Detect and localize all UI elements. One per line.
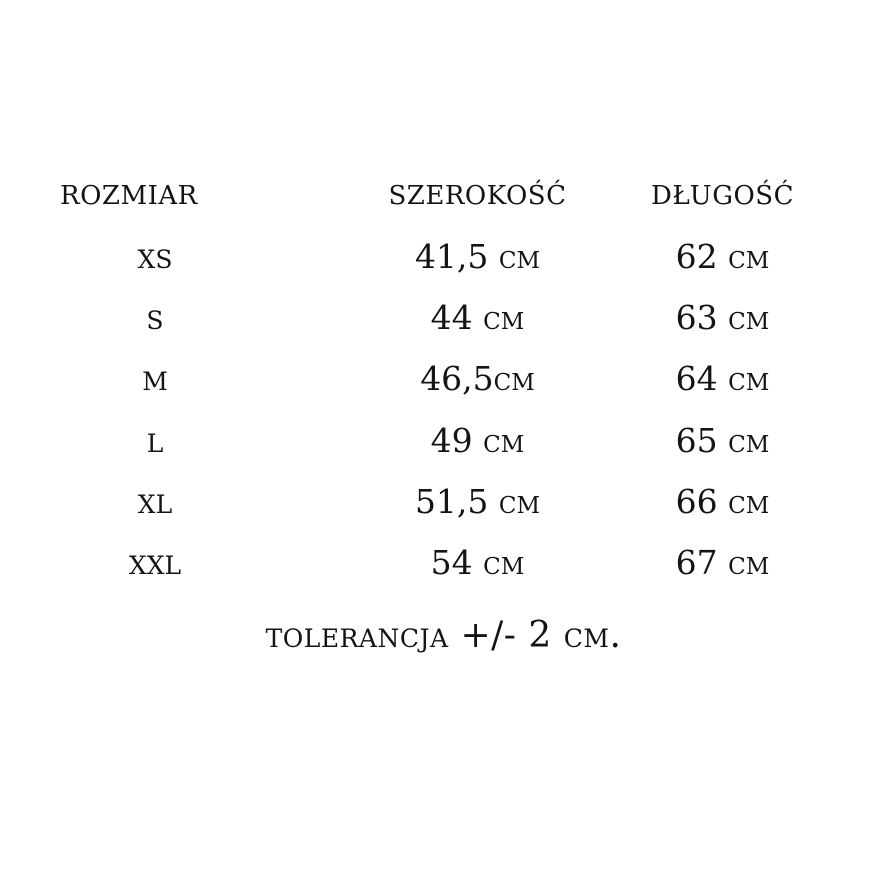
cell-size: l — [146, 420, 164, 461]
cell-length: 67 cm — [675, 543, 770, 583]
cell-width: 49 cm — [430, 420, 525, 460]
cell-width: 44 cm — [430, 298, 525, 338]
column-header-size: rozmiar — [60, 170, 198, 213]
cell-size: xs — [137, 237, 173, 277]
size-chart-table — [50, 170, 840, 594]
table-body — [50, 227, 840, 594]
cell-length: 64 cm — [675, 359, 770, 399]
column-header-length: długość — [651, 170, 794, 213]
cell-size: s — [146, 298, 164, 339]
table-header-row — [50, 170, 840, 227]
cell-length: 62 cm — [675, 237, 770, 277]
cell-width: 51,5 cm — [414, 481, 541, 521]
cell-size: xxl — [128, 542, 182, 583]
table-row — [50, 227, 840, 288]
cell-width: 54 cm — [430, 543, 525, 583]
table-header — [50, 170, 840, 227]
cell-size: xl — [137, 481, 173, 522]
table-row — [50, 288, 840, 349]
column-header-width: szerokość — [388, 170, 567, 213]
cell-length: 65 cm — [675, 420, 770, 460]
table-row — [50, 533, 840, 594]
cell-length: 63 cm — [675, 298, 770, 338]
table-row — [50, 411, 840, 472]
table-row — [50, 349, 840, 410]
cell-size: m — [142, 359, 168, 400]
tolerance-note: tolerancja +/- 2 cm. — [265, 615, 622, 656]
cell-length: 66 cm — [675, 481, 770, 521]
table-row — [50, 472, 840, 533]
cell-width: 46,5cm — [420, 359, 535, 399]
cell-width: 41,5 cm — [414, 237, 541, 277]
